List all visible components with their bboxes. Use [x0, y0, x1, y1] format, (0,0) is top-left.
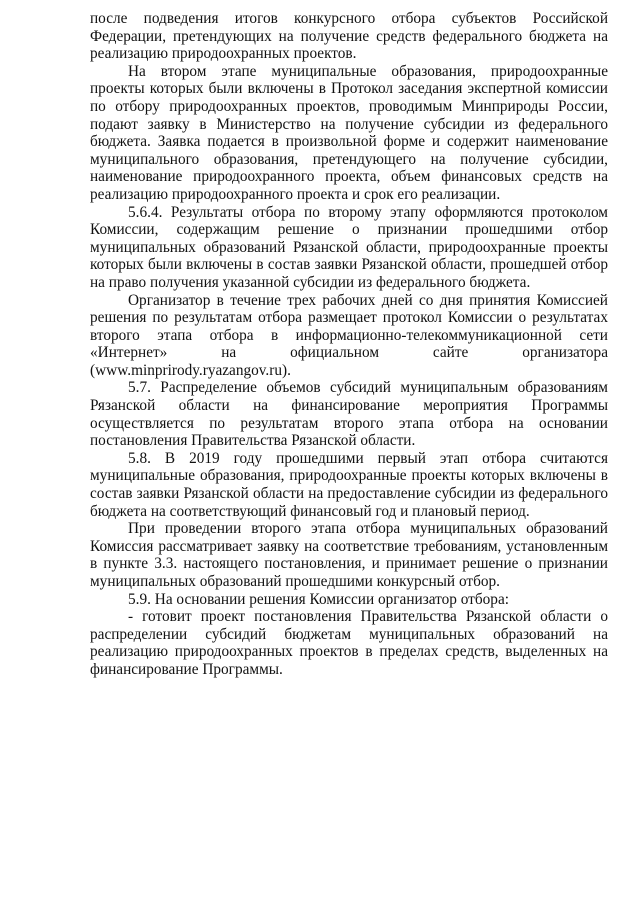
paragraph-continuation: после подведения итогов конкурсного отбора субъектов Российской Федерации, претендующих на получение средств федерального бюджета на реализацию природоохранных проектов. — [90, 10, 608, 63]
paragraph-organizer-protocol: Организатор в течение трех рабочих дней со дня принятия Комиссией решения по результатам отбора размещает протокол Комиссии о результатах второго этапа отбора в информационно-телекоммуникационной сети «Интернет» на официальном сайте организатора (www.minprirody.ryazangov.ru). — [90, 291, 608, 379]
paragraph-5-7: 5.7. Распределение объемов субсидий муниципальным образованиям Рязанской области на финансирование мероприятия Программы осуществляется по результатам второго этапа отбора на основании постановления Правительства Рязанской области. — [90, 379, 608, 450]
paragraph-commission-review: При проведении второго этапа отбора муниципальных образований Комиссия рассматривает заявку на соответствие требованиям, установленным в пункте 3.3. настоящего постановления, и принимает решение о признании муниципальных образований прошедшими конкурсный отбор. — [90, 520, 608, 590]
document-page — [90, 10, 608, 679]
paragraph-5-8: 5.8. В 2019 году прошедшими первый этап отбора считаются муниципальные образования, природоохранные проекты которых включены в состав заявки Рязанской области на предоставление субсидии из федерального бюджета на соответствующий финансовый год и плановый период. — [90, 449, 608, 520]
paragraph-prepares-draft: - готовит проект постановления Правительства Рязанской области о распределении субсидий бюджетам муниципальных образований на реализацию природоохранных проектов в пределах средств, выделенных на финансирование Программы. — [90, 608, 608, 678]
paragraph-second-stage: На втором этапе муниципальные образования, природоохранные проекты которых были включены в Протокол заседания экспертной комиссии по отбору природоохранных проектов, проводимым Минприроды России, подают заявку в Министерство на получение субсидии из федерального бюджета. Заявка подается в произвольной форме и содержит наименование муниципального образования, претендующего на получение субсидии, наименование природоохранного проекта, объем финансовых средств на реализацию природоохранного проекта и срок его реализации. — [90, 62, 608, 203]
paragraph-5-9: 5.9. На основании решения Комиссии организатор отбора: — [128, 590, 509, 608]
paragraph-5-6-4: 5.6.4. Результаты отбора по второму этапу оформляются протоколом Комиссии, содержащим решение о признании прошедшими отбор муниципальных образований Рязанской области, природоохранные проекты которых были включены в состав заявки Рязанской области, прошедшей отбор на право получения указанной субсидии из федерального бюджета. — [90, 203, 608, 291]
